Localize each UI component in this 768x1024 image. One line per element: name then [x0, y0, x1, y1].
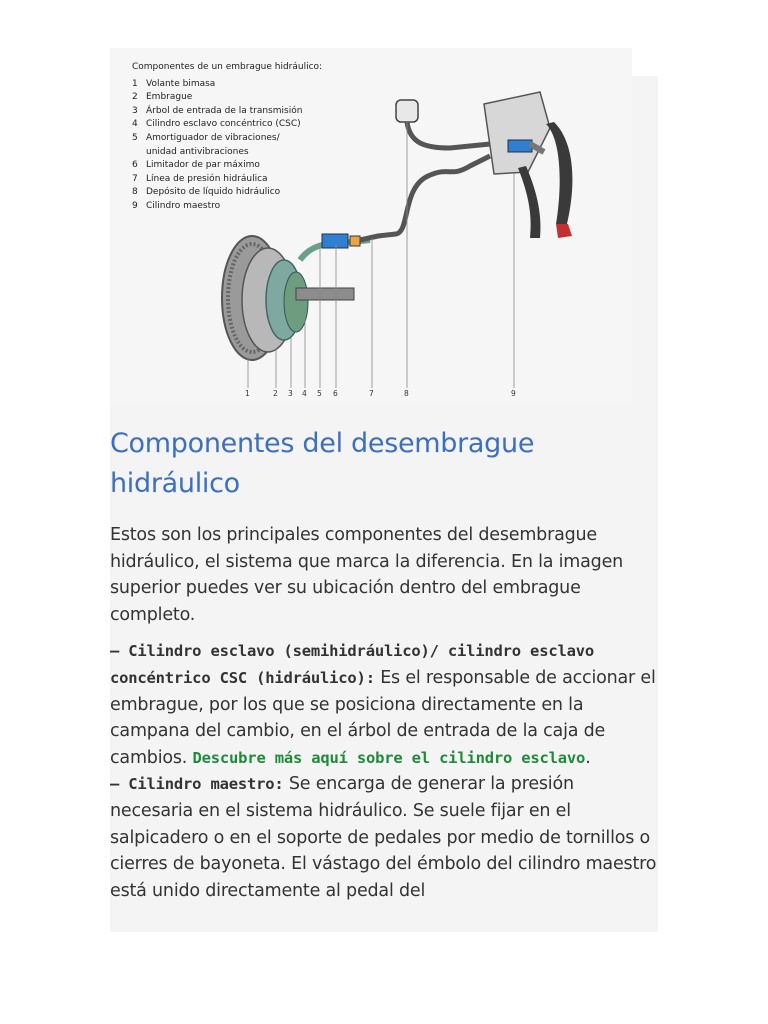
legend-item [132, 118, 382, 132]
legend-item [132, 105, 382, 119]
legend-label: Embrague [146, 92, 193, 103]
callout-6: 6 [333, 389, 338, 398]
legend-item [132, 132, 382, 159]
slave-cylinder-paragraph [110, 638, 658, 771]
legend-item [132, 173, 382, 187]
callout-3: 3 [288, 389, 293, 398]
reservoir-shape [396, 100, 418, 122]
legend-label: Cilindro esclavo concéntrico (CSC) [146, 119, 301, 130]
legend-label: Volante bimasa [146, 78, 216, 89]
slave-cylinder-term: – Cilindro esclavo (semihidráulico)/ cilindro esclavo concéntrico CSC (hidráulico): [110, 642, 594, 687]
legend-item [132, 91, 382, 105]
legend-number: 5 [132, 132, 138, 143]
slave-cylinder-end: . [585, 747, 591, 768]
clutch-diagram-figure [110, 48, 632, 404]
legend-number: 1 [132, 78, 138, 89]
callout-7: 7 [369, 389, 374, 398]
legend-title: Componentes de un embrague hidráulico: [132, 62, 323, 72]
master-cylinder-term: – Cilindro maestro: [110, 775, 284, 794]
legend-number: 8 [132, 187, 138, 198]
article-heading: Componentes del desembrague hidráulico [110, 428, 535, 499]
callout-9: 9 [511, 389, 516, 398]
slave-cylinder-text: Es el responsable de accionar el embrague, por los que se posiciona directamente en la campana del cambio, en el árbol de entrada de la caja de cambios. [110, 667, 656, 768]
legend-number: 7 [132, 173, 138, 184]
legend-item [132, 159, 382, 173]
legend-number: 2 [132, 92, 138, 103]
legend-item [132, 200, 382, 214]
legend-number: 9 [132, 200, 138, 211]
master-cylinder-shape [508, 140, 532, 152]
input-shaft-shape [296, 288, 354, 300]
callout-8: 8 [404, 389, 409, 398]
legend-label: Línea de presión hidráulica [146, 173, 268, 184]
legend-label: Amortiguador de vibraciones/ unidad antivibraciones [146, 132, 280, 157]
slave-cylinder-link[interactable]: Descubre más aquí sobre el cilindro esclavo [192, 748, 586, 767]
master-cylinder-paragraph [110, 771, 658, 904]
legend-label: Depósito de líquido hidráulico [146, 187, 281, 198]
legend-label: Árbol de entrada de la transmisión [146, 105, 303, 116]
master-cylinder-text: Se encarga de generar la presión necesaria en el sistema hidráulico. Se suele fijar en el salpicadero o en el soporte de pedales por medio de tornillos o cierres de bayoneta. El vástago del émbolo del cilindro maestro está unido directamente al pedal del [110, 774, 657, 901]
legend-item [132, 78, 382, 92]
legend-number: 3 [132, 105, 138, 116]
callout-4: 4 [302, 389, 307, 398]
article-content [110, 424, 658, 904]
callout-5: 5 [317, 389, 322, 398]
callout-1: 1 [245, 389, 250, 398]
legend-label: Limitador de par máximo [146, 160, 260, 171]
legend-item [132, 186, 382, 200]
legend-number: 6 [132, 160, 138, 171]
figure-legend [132, 61, 382, 214]
callout-2: 2 [273, 389, 278, 398]
legend-number: 4 [132, 119, 138, 130]
legend-label: Cilindro maestro [146, 200, 221, 211]
intro-paragraph: Estos son los principales componentes del desembrague hidráulico, el sistema que marca la diferencia. En la imagen superior puedes ver su ubicación dentro del embrague completo. [110, 525, 624, 625]
